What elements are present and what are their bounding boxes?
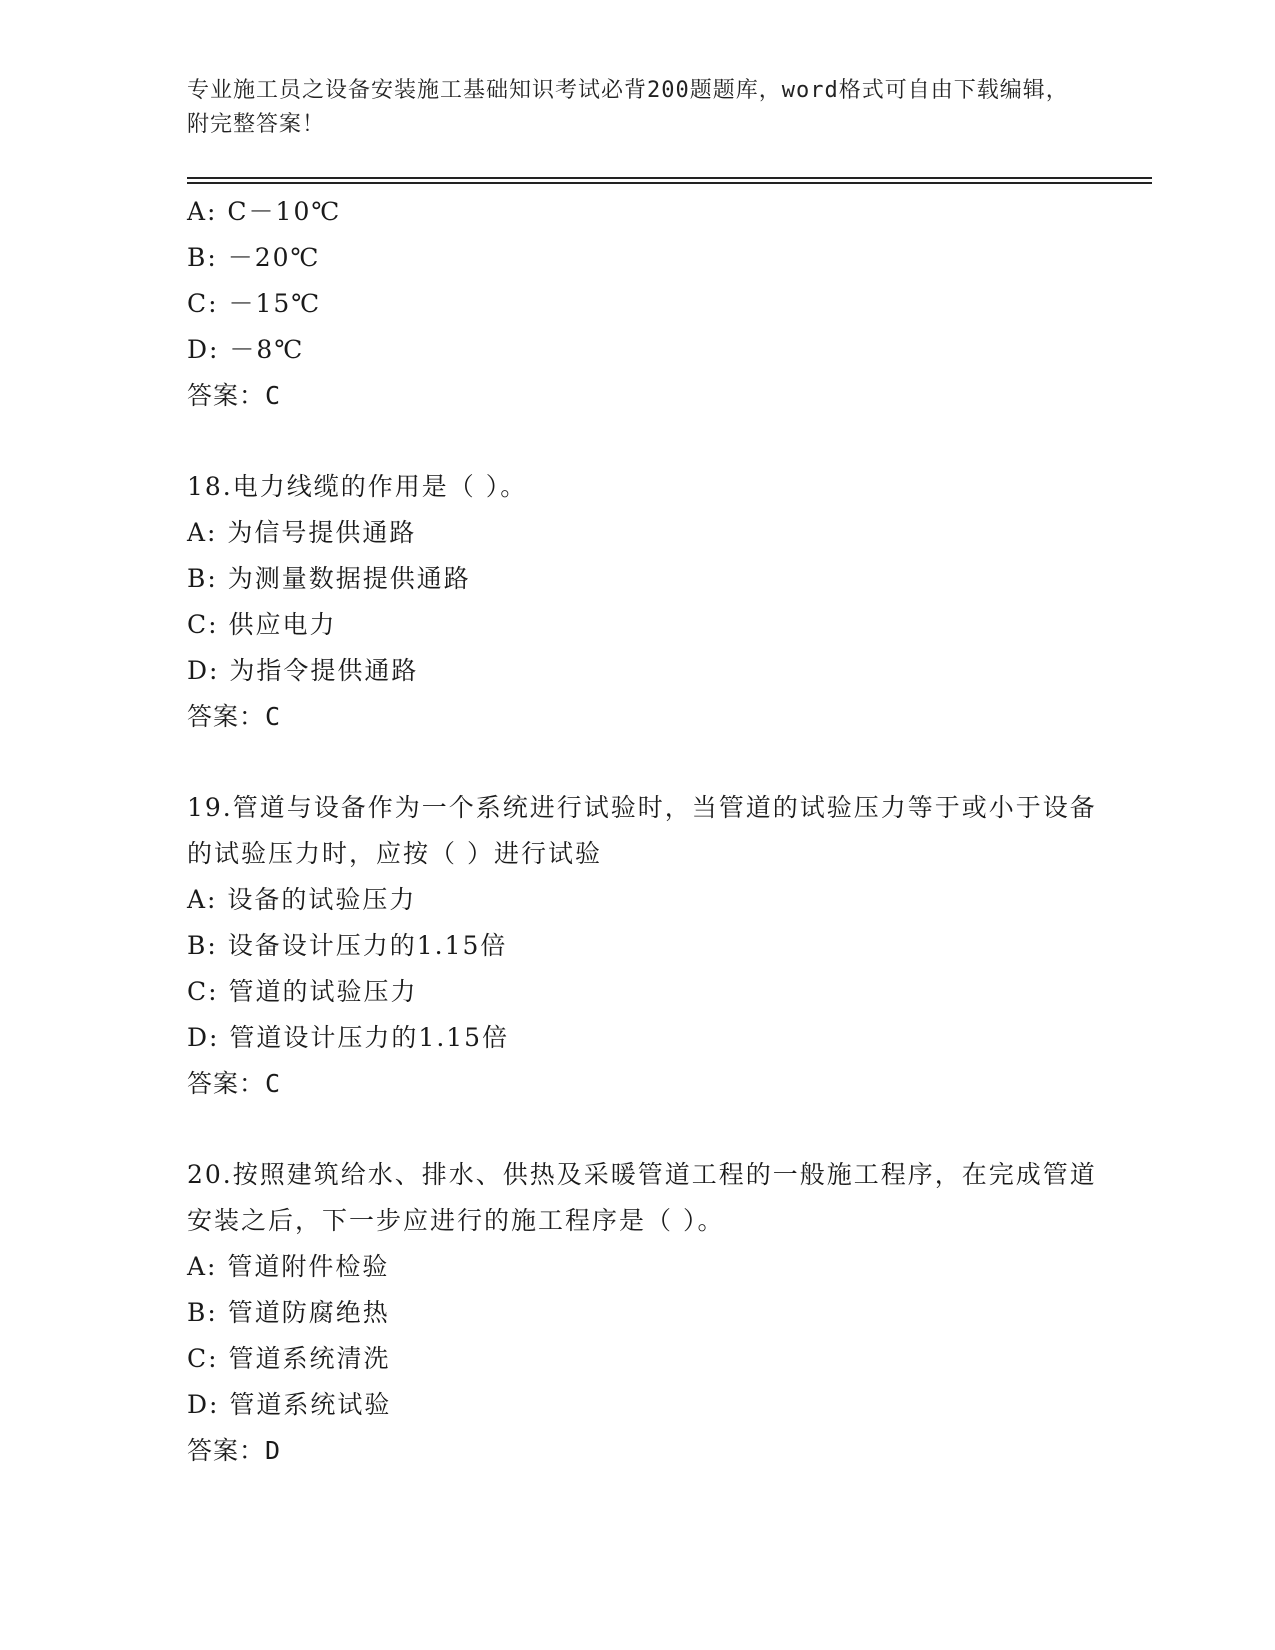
question-20 [187, 1152, 1097, 1474]
option-b: B: 管道防腐绝热 [187, 1298, 390, 1327]
header-divider-bottom [187, 182, 1152, 184]
option-a: A: 为信号提供通路 [187, 518, 417, 547]
option-b: B: －20℃ [187, 243, 321, 272]
option-b: B: 为测量数据提供通路 [187, 564, 471, 593]
option-a: A: 设备的试验压力 [187, 885, 417, 914]
option-d: D: 管道系统试验 [187, 1390, 392, 1419]
spacer [187, 1107, 1097, 1152]
spacer [187, 740, 1097, 785]
option-c: C: －15℃ [187, 289, 322, 318]
question-text: 19.管道与设备作为一个系统进行试验时，当管道的试验压力等于或小于设备的试验压力时，应按（ ）进行试验 [187, 793, 1097, 868]
option-a: A: C－10℃ [187, 197, 342, 226]
question-text: 20.按照建筑给水、排水、供热及采暖管道工程的一般施工程序，在完成管道安装之后，下一步应进行的施工程序是（ ）。 [187, 1160, 1097, 1235]
answer-line: 答案：C [187, 1069, 282, 1098]
answer-line: 答案：D [187, 1436, 282, 1465]
option-c: C: 供应电力 [187, 610, 337, 639]
spacer [187, 419, 1097, 464]
answer-line: 答案：C [187, 381, 282, 410]
header-divider-top [187, 177, 1152, 179]
question-19 [187, 785, 1097, 1107]
question-text: 18.电力线缆的作用是（ ）。 [187, 472, 528, 501]
question-17-continued [187, 189, 1097, 419]
answer-line: 答案：C [187, 702, 282, 731]
option-d: D: －8℃ [187, 335, 305, 364]
option-d: D: 为指令提供通路 [187, 656, 419, 685]
question-content [187, 189, 1097, 1474]
question-18 [187, 464, 1097, 740]
option-c: C: 管道系统清洗 [187, 1344, 391, 1373]
option-b: B: 设备设计压力的1.15倍 [187, 931, 508, 960]
document-header: 专业施工员之设备安装施工基础知识考试必背200题题库，word格式可自由下载编辑，附完整答案！ [187, 78, 1069, 137]
option-a: A: 管道附件检验 [187, 1252, 390, 1281]
option-d: D: 管道设计压力的1.15倍 [187, 1023, 510, 1052]
option-c: C: 管道的试验压力 [187, 977, 418, 1006]
